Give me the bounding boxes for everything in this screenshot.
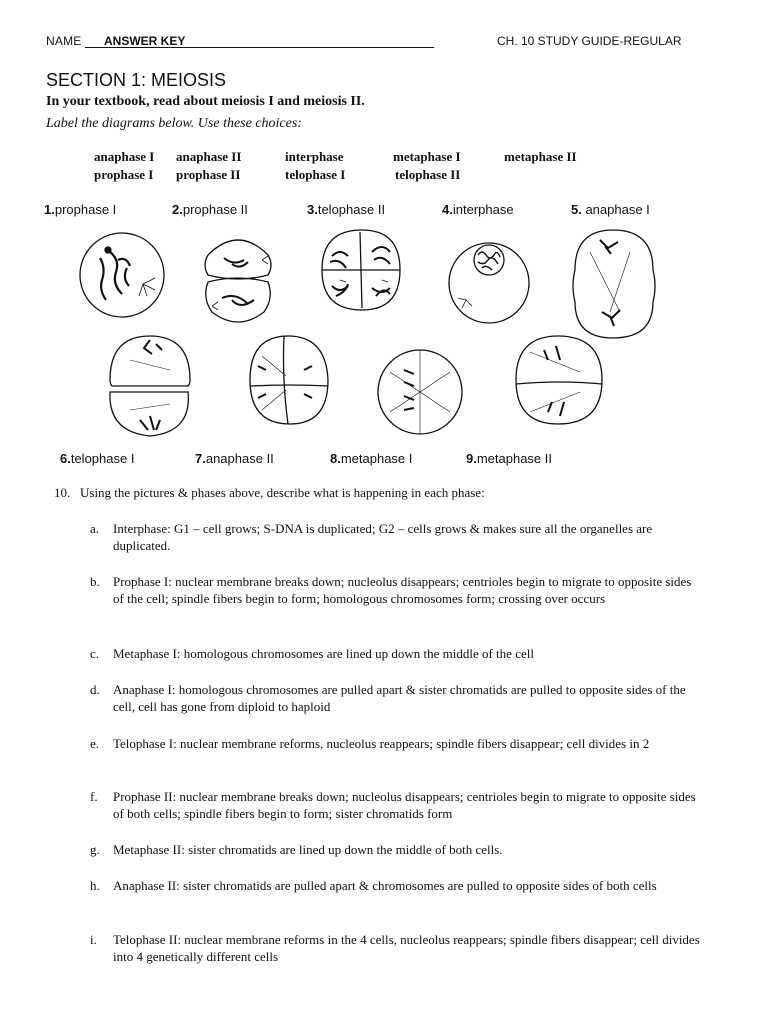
- diagram-answer: metaphase II: [476, 451, 552, 466]
- diagram-answer: metaphase I: [340, 451, 413, 466]
- cell-prophase-1-drawing: [80, 233, 164, 317]
- cell-telophase-1-drawing: [110, 336, 190, 436]
- diagram-number: 3.: [307, 202, 318, 217]
- diagram-label-6: [60, 451, 134, 466]
- answer-text: Telophase I: nuclear membrane reforms, nucleolus reappears; spindle fibers disappear; cell divides in 2: [113, 736, 650, 751]
- diagram-answer: telophase I: [70, 451, 135, 466]
- answer-text: Prophase I: nuclear membrane breaks down; nucleolus disappears; centrioles begin to migrate to opposite sides of the cell; spindle fibers begin to form; homologous chromosomes form; crossing over occurs: [113, 574, 692, 606]
- choice-prophase-1: prophase I: [94, 167, 154, 182]
- diagram-answer: anaphase II: [205, 451, 274, 466]
- chapter-title: CH. 10 STUDY GUIDE-REGULAR: [497, 34, 682, 48]
- cell-anaphase-2-drawing: [250, 336, 328, 424]
- diagram-answer: anaphase I: [581, 202, 650, 217]
- answer-letter: f.: [90, 789, 98, 804]
- diagram-number: 2.: [172, 202, 183, 217]
- answer-letter: d.: [90, 682, 100, 697]
- answer-text: Anaphase I: homologous chromosomes are pulled apart & sister chromatids are pulled to opposite sides of the cell, cell has gone from diploid to haploid: [113, 682, 686, 714]
- choice-interphase: interphase: [285, 149, 344, 164]
- answer-letter: h.: [90, 878, 100, 893]
- section-title: SECTION 1: MEIOSIS: [46, 70, 227, 90]
- diagram-answer: prophase II: [182, 202, 248, 217]
- answer-letter: g.: [90, 842, 100, 857]
- answer-text: Telophase II: nuclear membrane reforms in the 4 cells, nucleolus reappears; spindle fibers disappear; cell divides into 4 genetically different cells: [113, 932, 700, 964]
- answer-letter: e.: [90, 736, 100, 751]
- diagram-number: 4.: [442, 202, 453, 217]
- diagram-label-9: [466, 451, 552, 466]
- answer-text: Anaphase II: sister chromatids are pulled apart & chromosomes are pulled to opposite sides of both cells: [113, 878, 657, 893]
- diagram-number: 1.: [44, 202, 55, 217]
- diagram-number: 7.: [195, 451, 206, 466]
- diagram-answer: prophase I: [54, 202, 117, 217]
- instruction-read: In your textbook, read about meiosis I and meiosis II.: [46, 94, 365, 109]
- answer-letter: c.: [90, 646, 100, 661]
- answer-text: Metaphase II: sister chromatids are lined up down the middle of both cells.: [113, 842, 503, 857]
- cell-telophase-2-drawing: [322, 230, 400, 310]
- instruction-label: Label the diagrams below. Use these choices:: [46, 116, 302, 131]
- diagram-number: 5.: [571, 202, 582, 217]
- name-value: ANSWER KEY: [104, 34, 186, 48]
- cell-interphase-drawing: [449, 243, 529, 323]
- choice-anaphase-2: anaphase II: [176, 149, 242, 164]
- answer-text: Prophase II: nuclear membrane breaks down; nucleolus disappears; centrioles begin to migrate to opposite sides of both cells; spindle fibers begin to form; sister chromatids form: [113, 789, 696, 821]
- diagram-answer: interphase: [452, 202, 514, 217]
- cell-prophase-2-drawing: [205, 240, 271, 322]
- answer-letter: a.: [90, 521, 100, 536]
- question-number: 10.: [54, 485, 71, 500]
- question-text: Using the pictures & phases above, describe what is happening in each phase:: [80, 485, 485, 500]
- question-10: [54, 485, 485, 501]
- name-label: NAME: [46, 34, 82, 48]
- cell-metaphase-1-drawing: [378, 350, 462, 434]
- diagram-number: 9.: [466, 451, 477, 466]
- diagram-answer: telophase II: [317, 202, 386, 217]
- answer-text: Interphase: G1 – cell grows; S-DNA is duplicated; G2 – cells grows & makes sure all the organelles are duplicated.: [113, 521, 653, 553]
- cell-anaphase-1-drawing: [573, 230, 655, 338]
- answer-text: Metaphase I: homologous chromosomes are lined up down the middle of the cell: [113, 646, 534, 661]
- choice-telophase-1: telophase I: [285, 167, 346, 182]
- answer-letter: b.: [90, 574, 100, 589]
- choice-prophase-2: prophase II: [176, 167, 241, 182]
- diagram-number: 6.: [60, 451, 71, 466]
- choice-telophase-2: telophase II: [395, 167, 461, 182]
- diagram-label-7: [195, 451, 274, 466]
- choice-metaphase-2: metaphase II: [504, 149, 577, 164]
- choice-anaphase-1: anaphase I: [94, 149, 155, 164]
- answer-letter: i.: [90, 932, 97, 947]
- diagram-label-8: [330, 451, 412, 466]
- choice-metaphase-1: metaphase I: [393, 149, 461, 164]
- diagram-number: 8.: [330, 451, 341, 466]
- cell-metaphase-2-drawing: [516, 336, 602, 424]
